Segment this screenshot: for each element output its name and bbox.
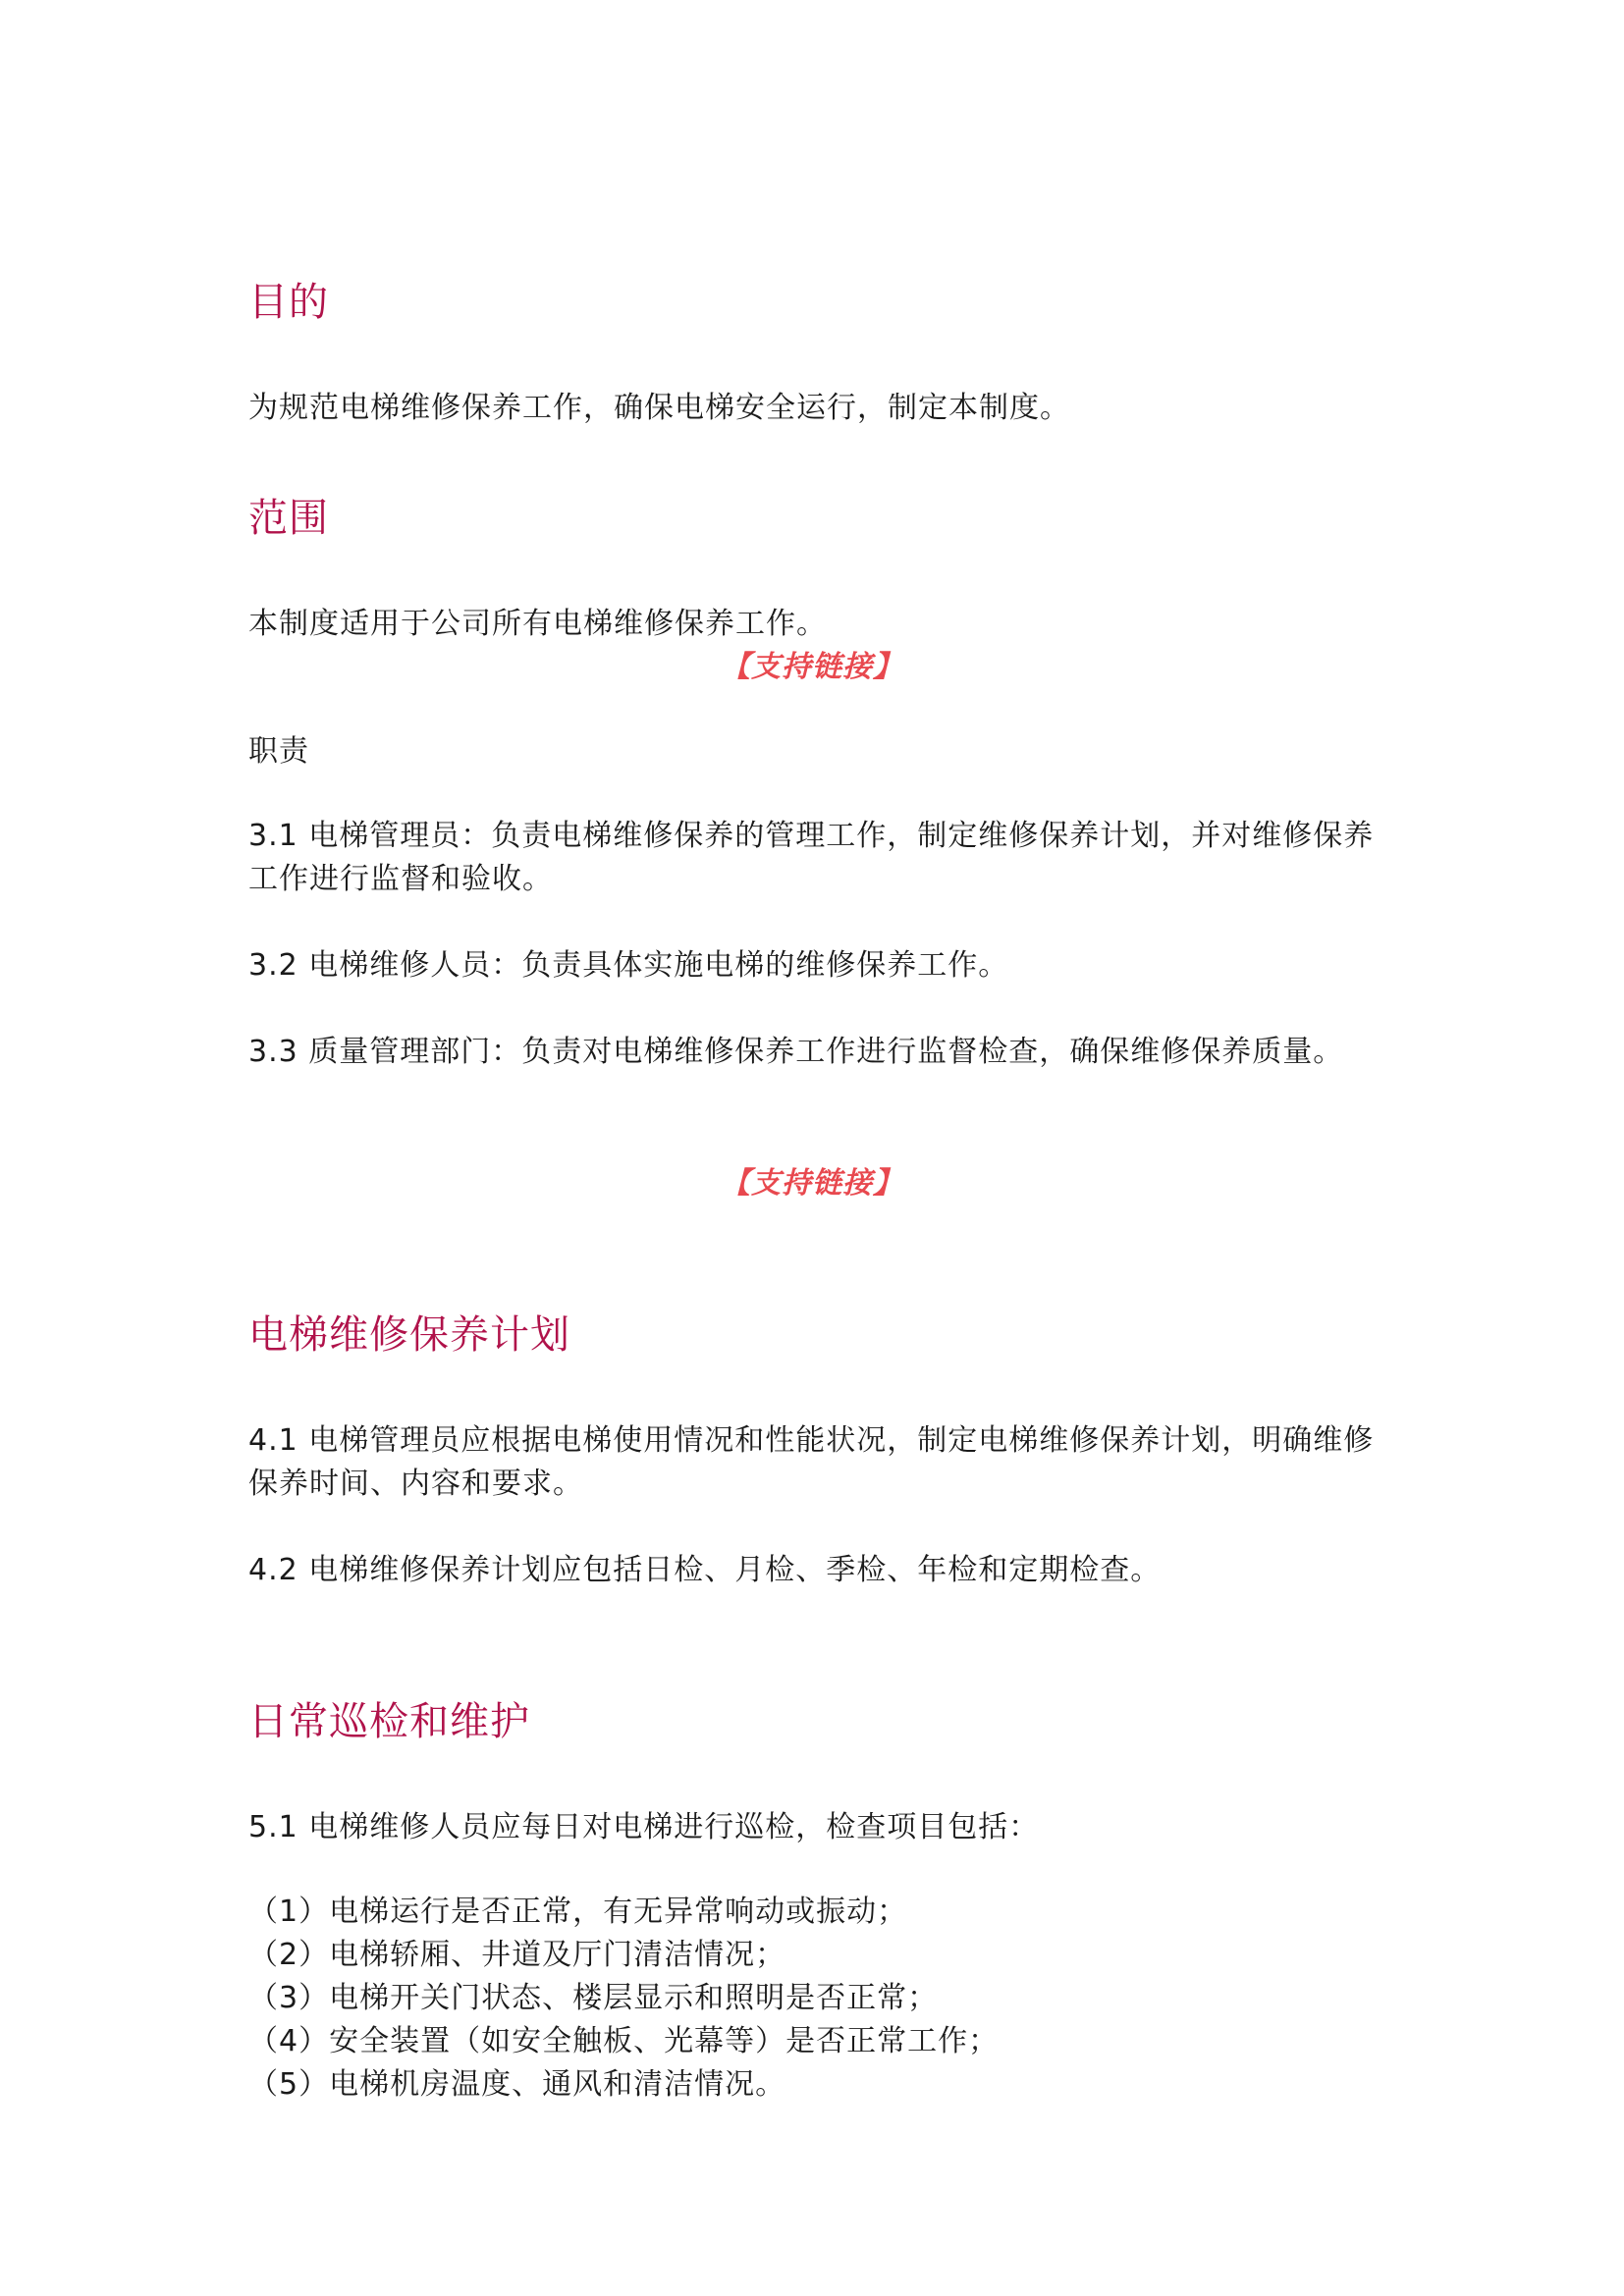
list-item: （2）电梯轿厢、井道及厅门清洁情况； bbox=[248, 1938, 786, 1972]
plan-item-4-1: 4.1 电梯管理员应根据电梯使用情况和性能状况，制定电梯维修保养计划，明确维修保养时间、内容和要求。 bbox=[248, 1423, 1375, 1501]
purpose-text: 为规范电梯维修保养工作，确保电梯安全运行，制定本制度。 bbox=[248, 391, 1070, 425]
inspection-intro: 5.1 电梯维修人员应每日对电梯进行巡检，检查项目包括： bbox=[248, 1810, 1040, 1844]
plan-item-4-2: 4.2 电梯维修保养计划应包括日检、月检、季检、年检和定期检查。 bbox=[248, 1553, 1162, 1587]
duty-item-3-1: 3.1 电梯管理员：负责电梯维修保养的管理工作，制定维修保养计划，并对维修保养工作进行监督和验收。 bbox=[248, 819, 1375, 896]
heading-duties: 职责 bbox=[248, 734, 309, 769]
scope-text: 本制度适用于公司所有电梯维修保养工作。 bbox=[248, 607, 827, 641]
heading-purpose: 目的 bbox=[248, 280, 329, 325]
list-item: （5）电梯机房温度、通风和清洁情况。 bbox=[248, 2067, 786, 2102]
list-item: （1）电梯运行是否正常，有无异常响动或振动； bbox=[248, 1895, 908, 1929]
list-item: （4）安全装置（如安全触板、光幕等）是否正常工作； bbox=[248, 2024, 1000, 2058]
heading-scope: 范围 bbox=[248, 496, 329, 541]
duty-item-3-2: 3.2 电梯维修人员：负责具体实施电梯的维修保养工作。 bbox=[248, 948, 1009, 983]
list-item: （3）电梯开关门状态、楼层显示和照明是否正常； bbox=[248, 1981, 939, 2015]
heading-maintenance-plan: 电梯维修保养计划 bbox=[248, 1312, 570, 1358]
inspection-check-list bbox=[248, 1891, 1368, 2107]
support-link[interactable]: 【支持链接】 bbox=[721, 1166, 903, 1201]
support-link[interactable]: 【支持链接】 bbox=[721, 650, 903, 684]
heading-daily-inspection: 日常巡检和维护 bbox=[248, 1699, 530, 1744]
duty-item-3-3: 3.3 质量管理部门：负责对电梯维修保养工作进行监督检查，确保维修保养质量。 bbox=[248, 1035, 1344, 1069]
